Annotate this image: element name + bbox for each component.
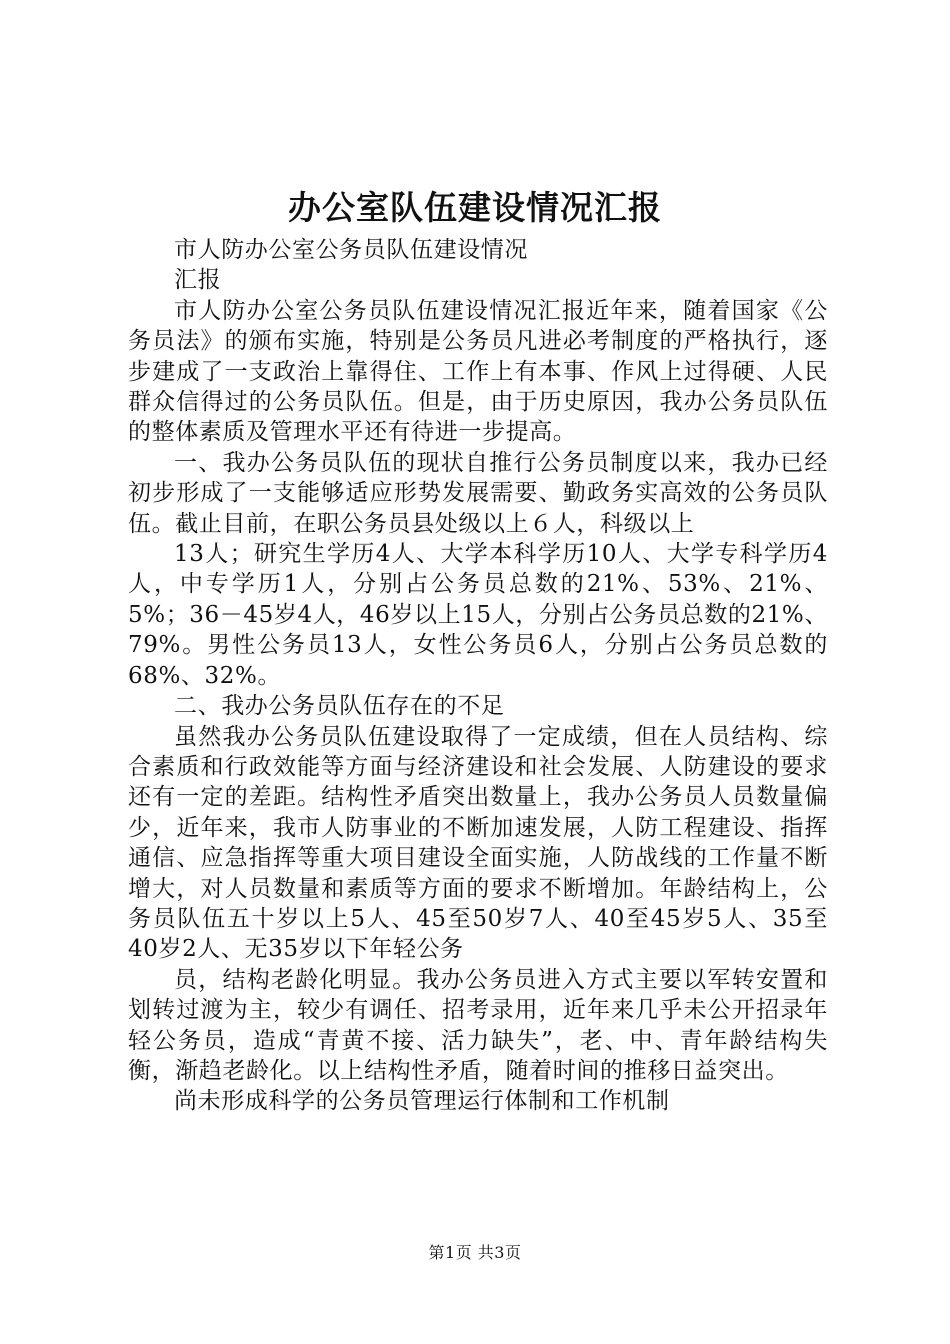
paragraph: 13人；研究生学历4人、大学本科学历10人、大学专科学历4人，中专学历1人，分别占公务员总数的21%、53%、21%、5%；36－45岁4人，46岁以上15人，分别占公务员总数的21%、79%。男性公务员13人，女性公务员6人，分别占公务员总数的68%、32%。 <box>128 541 828 689</box>
paragraph: 汇报 <box>174 267 222 294</box>
paragraph: 市人防办公室公务员队伍建设情况 <box>174 237 528 263</box>
document-body <box>128 235 828 1117</box>
paragraph: 二、我办公务员队伍存在的不足 <box>174 693 505 720</box>
paragraph: 尚未形成科学的公务员管理运行体制和工作机制 <box>174 1088 670 1115</box>
paragraph: 一、我办公务员队伍的现状自推行公务员制度以来，我办已经初步形成了一支能够适应形势发展需要、勤政务实高效的公务员队伍。截止目前，在职公务员县处级以上６人，科级以上 <box>128 449 828 537</box>
page-footer: 第1页 共3页 <box>428 1243 522 1262</box>
document-title: 办公室队伍建设情况汇报 <box>288 188 662 227</box>
paragraph: 虽然我办公务员队伍建设取得了一定成绩，但在人员结构、综合素质和行政效能等方面与经济建设和社会发展、人防建设的要求还有一定的差距。结构性矛盾突出数量上，我办公务员人员数量偏少，近年来，我市人防事业的不断加速发展，人防工程建设、指挥通信、应急指挥等重大项目建设全面实施，人防战线的工作量不断增大，对人员数量和素质等方面的要求不断增加。年龄结构上，公务员队伍五十岁以上5人、45至50岁7人、40至45岁5人、35至40岁2人、无35岁以下年轻公务 <box>128 723 828 963</box>
paragraph: 员，结构老龄化明显。我办公务员进入方式主要以军转安置和划转过渡为主，较少有调任、招考录用，近年来几乎未公开招录年轻公务员，造成“青黄不接、活力缺失”，老、中、青年龄结构失衡，渐趋老龄化。以上结构性矛盾，随着时间的推移日益突出。 <box>128 966 828 1084</box>
paragraph: 市人防办公室公务员队伍建设情况汇报近年来，随着国家《公务员法》的颁布实施，特别是公务员凡进必考制度的严格执行，逐步建成了一支政治上靠得住、工作上有本事、作风上过得硬、人民群众信得过的公务员队伍。但是，由于历史原因，我办公务员队伍的整体素质及管理水平还有待进一步提高。 <box>128 297 828 446</box>
